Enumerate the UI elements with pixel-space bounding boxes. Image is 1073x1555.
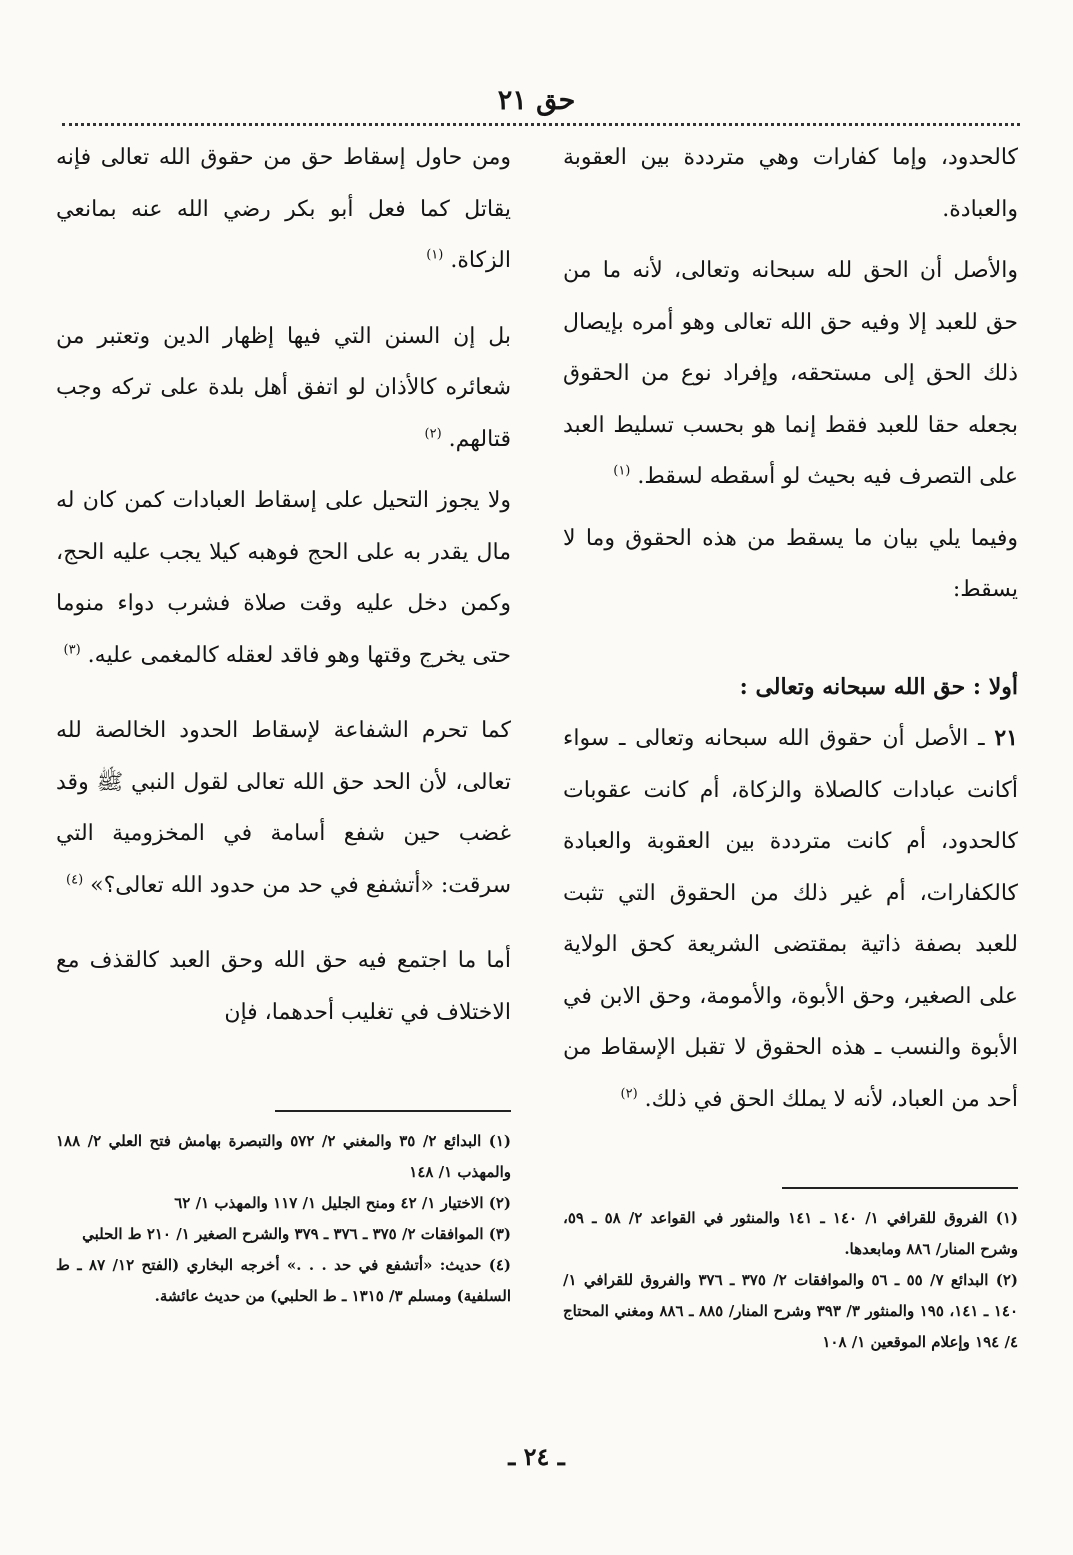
footnote-item: (١) الفروق للقرافي ١/ ١٤٠ ـ ١٤١ والمنثور في القواعد ٢/ ٥٨ ـ ٥٩، وشرح المنار/ ٨٨٦ ومابعدها. [563, 1209, 1019, 1258]
footnote-item: (١) البدائع ٢/ ٣٥ والمغني ٢/ ٥٧٢ والتبصرة بهامش فتح العلي ٢/ ١٨٨ والمهذب ١/ ١٤٨ [56, 1132, 512, 1181]
footnotes-left [56, 1126, 511, 1312]
footnote-item: (٢) الاختيار ١/ ٤٢ ومنح الجليل ١/ ١١٧ والمهذب ١/ ٦٢ [174, 1194, 511, 1212]
left-paragraph-4: كما تحرم الشفاعة لإسقاط الحدود الخالصة لله تعالى، لأن الحد حق الله تعالى لقول النبي ﷺ وقد غضب حين شفع أسامة في المخزومية التي سرقت: «أتشفع في حد من حدود الله تعالى؟» $^{(٤)}$ [56, 718, 511, 898]
item-number: ٢١ [994, 725, 1018, 751]
page-number: ـ ٢٤ ـ [508, 1442, 565, 1471]
left-paragraph-5: أما ما اجتمع فيه حق الله وحق العبد كالقذف مع الاختلاف في تغليب أحدهما، فإن [56, 948, 511, 1025]
right-column [563, 132, 1018, 1125]
right-paragraph-3: وفيما يلي بيان ما يسقط من هذه الحقوق وما لا يسقط: [563, 525, 1018, 602]
footnote-ref: (٢) [620, 1086, 638, 1102]
footnote-item: (٤) حديث: «أتشفع في حد . . .» أخرجه البخاري (الفتح ١٢/ ٨٧ ـ ط السلفية) ومسلم ٣/ ١٣١٥ ـ ط الحلبي) من حديث عائشة. [56, 1256, 511, 1305]
footnote-separator-right [782, 1187, 1018, 1189]
left-paragraph-1: ومن حاول إسقاط حق من حقوق الله تعالى فإنه يقاتل كما فعل أبو بكر رضي الله عنه بمانعي الزكاة. $^{(١)}$ [56, 145, 511, 273]
left-column [56, 132, 511, 1038]
footnote-ref: (١) [613, 463, 631, 479]
footnote-separator-left [275, 1110, 511, 1112]
footnotes-right [563, 1203, 1018, 1358]
footnote-ref: (٤) [66, 872, 84, 888]
section-heading: أولا : حق الله سبحانه وتعالى : [739, 673, 1018, 700]
right-paragraph-1: كالحدود، وإما كفارات وهي مترددة بين العقوبة والعبادة. [563, 145, 1018, 222]
header-dotted-rule [62, 123, 1020, 126]
right-paragraph-4: ٢١ ـ الأصل أن حقوق الله سبحانه وتعالى ـ سواء أكانت عبادات كالصلاة والزكاة، أم كانت عقوبات كالحدود، أم كانت مترددة بين العقوبة والعبادة كالكفارات، أم غير ذلك من الحقوق التي تثبت للعبد بصفة ذاتية بمقتضى الشريعة كحق الولاية على الصغير، وحق الأبوة، والأمومة، وحق الابن في الأبوة والنسب ـ هذه الحقوق لا تقبل الإسقاط من أحد من العباد، لأنه لا يملك الحق في ذلك. $^{(٢)}$ [563, 725, 1018, 1112]
footnote-ref: (٣) [63, 642, 81, 658]
right-paragraph-2: والأصل أن الحق لله سبحانه وتعالى، لأنه ما من حق للعبد إلا وفيه حق الله تعالى وهو أمره بإيصال ذلك الحق إلى مستحقه، وإفراد نوع من الحقوق بجعله حقا للعبد فقط إنما هو بحسب تسليط العبد على التصرف فيه بحيث لو أسقطه لسقط. $^{(١)}$ [563, 258, 1018, 489]
footnote-item: (٣) الموافقات ٢/ ٣٧٥ ـ ٣٧٦ ـ ٣٧٩ والشرح الصغير ١/ ٢١٠ ط الحلبي [82, 1225, 511, 1243]
page-header-title: حق ٢١ [497, 85, 576, 116]
left-paragraph-2: بل إن السنن التي فيها إظهار الدين وتعتبر من شعائره كالأذان لو اتفق أهل بلدة على تركه وجب قتالهم. $^{(٢)}$ [56, 323, 511, 452]
footnote-ref: (٢) [424, 426, 442, 442]
footnote-item: (٢) البدائع ٧/ ٥٥ ـ ٥٦ والموافقات ٢/ ٣٧٥ ـ ٣٧٦ والفروق للقرافي ١/ ١٤٠ ـ ١٤١، ١٩٥ والمنثور ٣/ ٣٩٣ وشرح المنار/ ٨٨٥ ـ ٨٨٦ ومغني المحتاج ٤/ ١٩٤ وإعلام الموقعين ١/ ١٠٨ [563, 1271, 1019, 1351]
left-paragraph-3: ولا يجوز التحيل على إسقاط العبادات كمن كان له مال يقدر به على الحج فوهبه كيلا يجب عليه الحج، وكمن دخل عليه وقت صلاة فشرب دواء منوما حتى يخرج وقتها وهو فاقد لعقله كالمغمى عليه. $^{(٣)}$ [56, 488, 511, 668]
footnote-ref: (١) [426, 247, 444, 263]
